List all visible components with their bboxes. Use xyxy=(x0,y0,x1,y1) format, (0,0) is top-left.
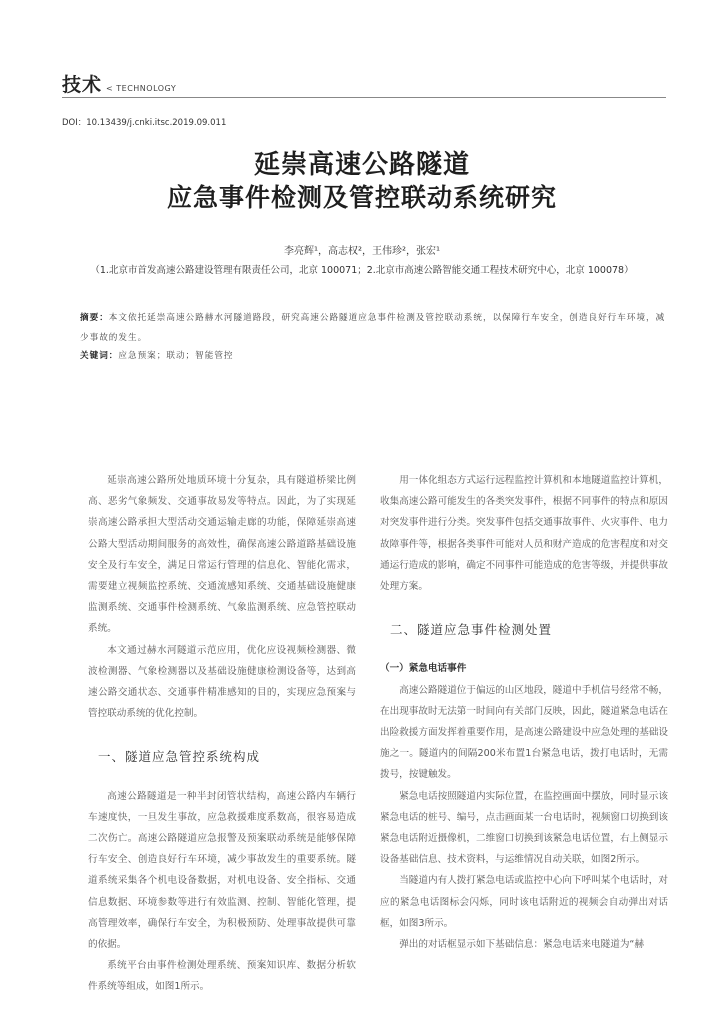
page-title-line2: 应急事件检测及管控联动系统研究 xyxy=(166,183,557,212)
paragraph: 紧急电话按照隧道内实际位置，在监控画面中摆放，同时显示该紧急电话的桩号、编号，点击画面某一台电话时，视频窗口切换到该紧急电话附近摄像机，二维窗口切换到该紧急电话位置，右上侧显示设备基础信息、技术资料，与运维情况自动关联，如图2所示。 xyxy=(380,790,668,866)
keywords-text: 应急预案；联动；智能管控 xyxy=(118,351,234,361)
section-label: 技术 xyxy=(62,74,103,96)
doi: DOI：10.13439/j.cnki.itsc.2019.09.011 xyxy=(62,118,227,128)
affiliation: （1.北京市首发高速公路建设管理有限责任公司，北京 100071；2.北京市高速公路智能交通工程技术研究中心，北京 100078） xyxy=(90,265,634,276)
paragraph: 用一体化组态方式运行远程监控计算机和本地隧道监控计算机，收集高速公路可能发生的各类突发事件，根据不同事件的特点和原因对突发事件进行分类。突发事件包括交通事故事件、火灾事件、电力故障事件等，根据各类事件可能对人员和财产造成的危害程度和对交通运行造成的影响，确定不同事件可能造成的危害等级，并提供事故处理方案。 xyxy=(380,475,668,593)
paragraph: 高速公路隧道位于偏远的山区地段，隧道中手机信号经常不畅，在出现事故时无法第一时间向有关部门反映，因此，隧道紧急电话在出险救援方面发挥着重要作用，是高速公路建设中应急处理的基础设施之一。隧道内的间隔200米布置1台紧急电话，拨打电话时，无需拨号，按键触发。 xyxy=(380,684,668,781)
header-divider xyxy=(62,97,666,98)
paragraph: 高速公路隧道是一种半封闭管状结构，高速公路内车辆行车速度快，一旦发生事故，应急救援难度系数高，很容易造成二次伤亡。高速公路隧道应急报警及预案联动系统是能够保障行车安全、创造良好行车环境，减少事故发生的重要系统。隧道系统采集各个机电设备数据，对机电设备、安全指标、交通信息数据、环境参数等进行有效监测、控制、智能化管理，提高管理效率，确保行车安全，为积极预防、处理事故提供可靠的依据。 xyxy=(88,790,356,951)
paragraph: 当隧道内有人拨打紧急电话或监控中心向下呼叫某个电话时，对应的紧急电话图标会闪烁，同时该电话附近的视频会自动弹出对话框，如图3所示。 xyxy=(380,875,668,929)
paragraph: 延崇高速公路所处地质环境十分复杂，具有隧道桥梁比例高、恶劣气象频发、交通事故易发等特点。因此，为了实现延崇高速公路承担大型活动交通运输走廊的功能，保障延崇高速公路大型活动期间服务的高效性，确保高速公路道路基础设施安全及行车安全，满足日常运行管理的信息化、智能化需求，需要建立视频监控系统、交通流感知系统、交通基础设施健康监测系统、交通事件检测系统、气象监测系统、应急管控联动系统。 xyxy=(88,475,356,635)
paragraph: 系统平台由事件检测处理系统、预案知识库、数据分析软件系统等组成，如图1所示。 xyxy=(88,960,356,993)
keywords-label: 关键词： xyxy=(80,351,119,361)
subsection-heading: （一）紧急电话事件 xyxy=(380,663,467,675)
authors: 李亮辉¹，高志权²，王伟珍²，张宏¹ xyxy=(283,246,441,257)
paragraph: 本文通过赫水河隧道示范应用，优化应设视频检测器、微波检测器、气象检测器以及基础设施健康检测设备等，达到高速公路交通状态、交通事件精准感知的目的，实现应急预案与管控联动系统的优化控制。 xyxy=(88,644,356,720)
left-column xyxy=(88,470,356,998)
abstract-label: 摘要： xyxy=(80,313,109,323)
paragraph: 弹出的对话框显示如下基础信息：紧急电话来电隧道为“赫 xyxy=(399,939,645,951)
page-title-line1: 延崇高速公路隧道 xyxy=(253,150,470,180)
section-heading: 一、隧道应急管控系统构成 xyxy=(98,749,261,765)
right-column xyxy=(380,470,668,955)
abstract xyxy=(80,308,670,348)
abstract-text: 本文依托延崇高速公路赫水河隧道路段，研究高速公路隧道应急事件检测及管控联动系统，以保障行车安全，创造良好行车环境，减少事故的发生。 xyxy=(80,313,666,343)
keywords xyxy=(80,349,234,361)
section-heading: 二、隧道应急事件检测处置 xyxy=(390,622,553,638)
section-label-en: < TECHNOLOGY xyxy=(106,84,177,93)
running-header xyxy=(62,70,176,97)
